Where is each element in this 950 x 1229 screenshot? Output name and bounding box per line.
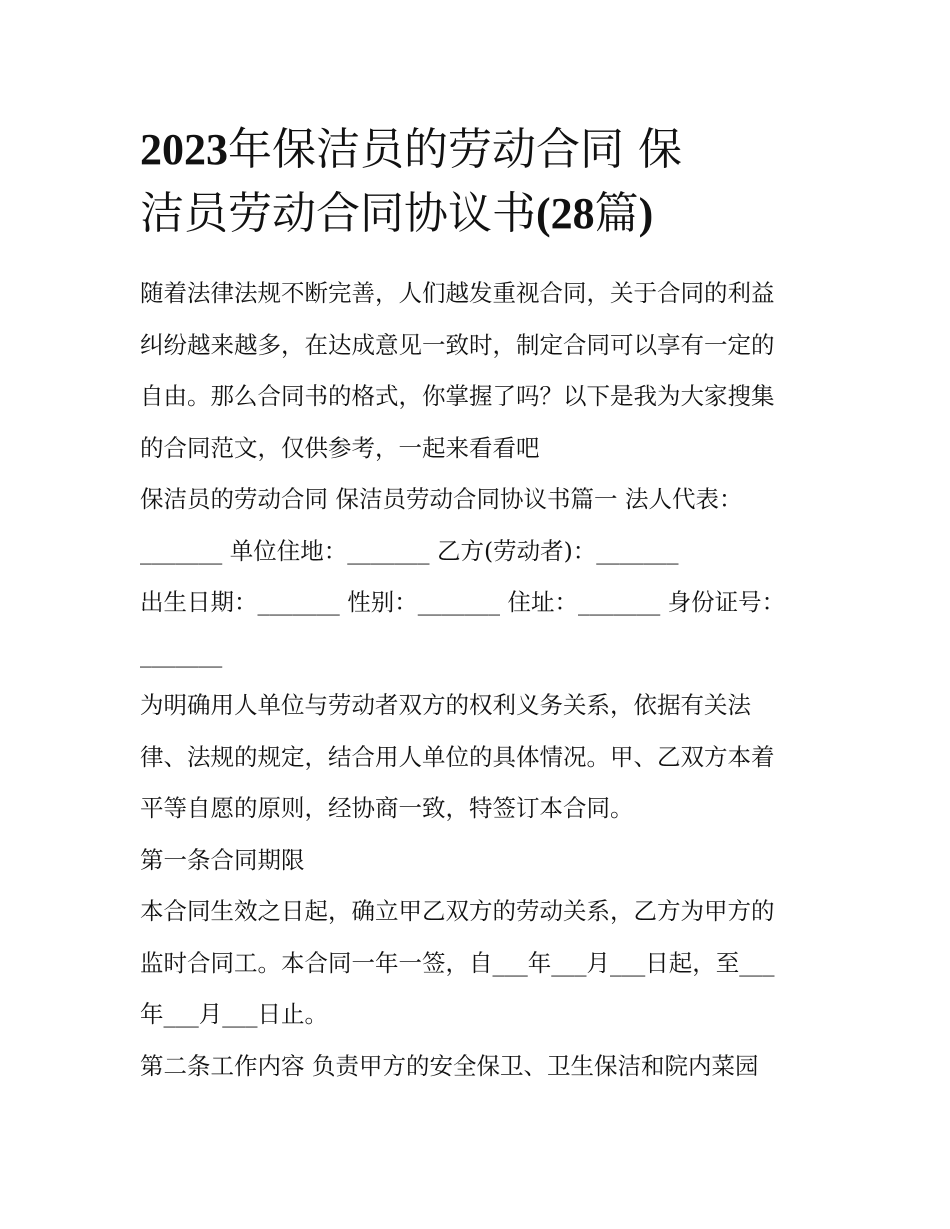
text-line: 随着法律法规不断完善，人们越发重视合同，关于合同的利益 <box>140 279 775 307</box>
title-count: (28 <box>536 189 595 238</box>
title-count-unit: 篇 <box>594 188 639 239</box>
title-year: 2023 <box>140 125 228 174</box>
text-line: 平等自愿的原则，经协商一致，特签订本合同。 <box>140 794 634 822</box>
text-line: 律、法规的规定，结合用人单位的具体情况。甲、乙双方本着 <box>140 742 775 771</box>
paragraph-term <box>140 886 820 1041</box>
text-line: 本合同生效之日起，确立甲乙双方的劳动关系，乙方为甲方的 <box>140 897 775 925</box>
text-line: 第一条合同期限 <box>140 845 305 874</box>
section-heading-term <box>140 835 820 887</box>
text-line: 第二条工作内容 负责甲方的安全保卫、卫生保洁和院内菜园 <box>140 1051 759 1080</box>
text-line: 监时合同工。本合同一年一签，自___年___月___日起，至___ <box>140 948 775 977</box>
paragraph-intro <box>140 268 820 474</box>
document-page <box>140 118 820 1092</box>
paragraph-purpose <box>140 680 820 835</box>
document-title <box>140 118 820 246</box>
title-text-1: 年保洁员的劳动合同 保 <box>228 124 682 175</box>
text-line: 纠纷越来越多，在达成意见一致时，制定合同可以享有一定的 <box>140 330 775 359</box>
text-line: 年___月___日止。 <box>140 1000 328 1028</box>
text-line: _______ <box>140 639 223 668</box>
text-line: 为明确用人单位与劳动者双方的权利义务关系，依据有关法 <box>140 691 751 719</box>
title-close-paren: ) <box>638 189 654 238</box>
text-line: 保洁员的劳动合同 保洁员劳动合同协议书篇一 法人代表： <box>140 485 743 513</box>
text-line: 出生日期：_______ 性别：_______ 住址：_______ 身份证号： <box>140 588 786 616</box>
title-text-2: 洁员劳动合同协议书 <box>140 188 536 239</box>
text-line: _______ 单位住地：_______ 乙方(劳动者)：_______ <box>140 536 679 565</box>
paragraph-work-content <box>140 1041 820 1093</box>
title-line-1 <box>140 118 820 182</box>
text-line: 自由。那么合同书的格式，你掌握了吗？以下是我为大家搜集 <box>140 382 775 410</box>
text-line: 的合同范文，仅供参考，一起来看看吧 <box>140 433 540 462</box>
document-body <box>140 268 820 1092</box>
paragraph-parties <box>140 474 820 680</box>
title-line-2 <box>140 182 820 246</box>
